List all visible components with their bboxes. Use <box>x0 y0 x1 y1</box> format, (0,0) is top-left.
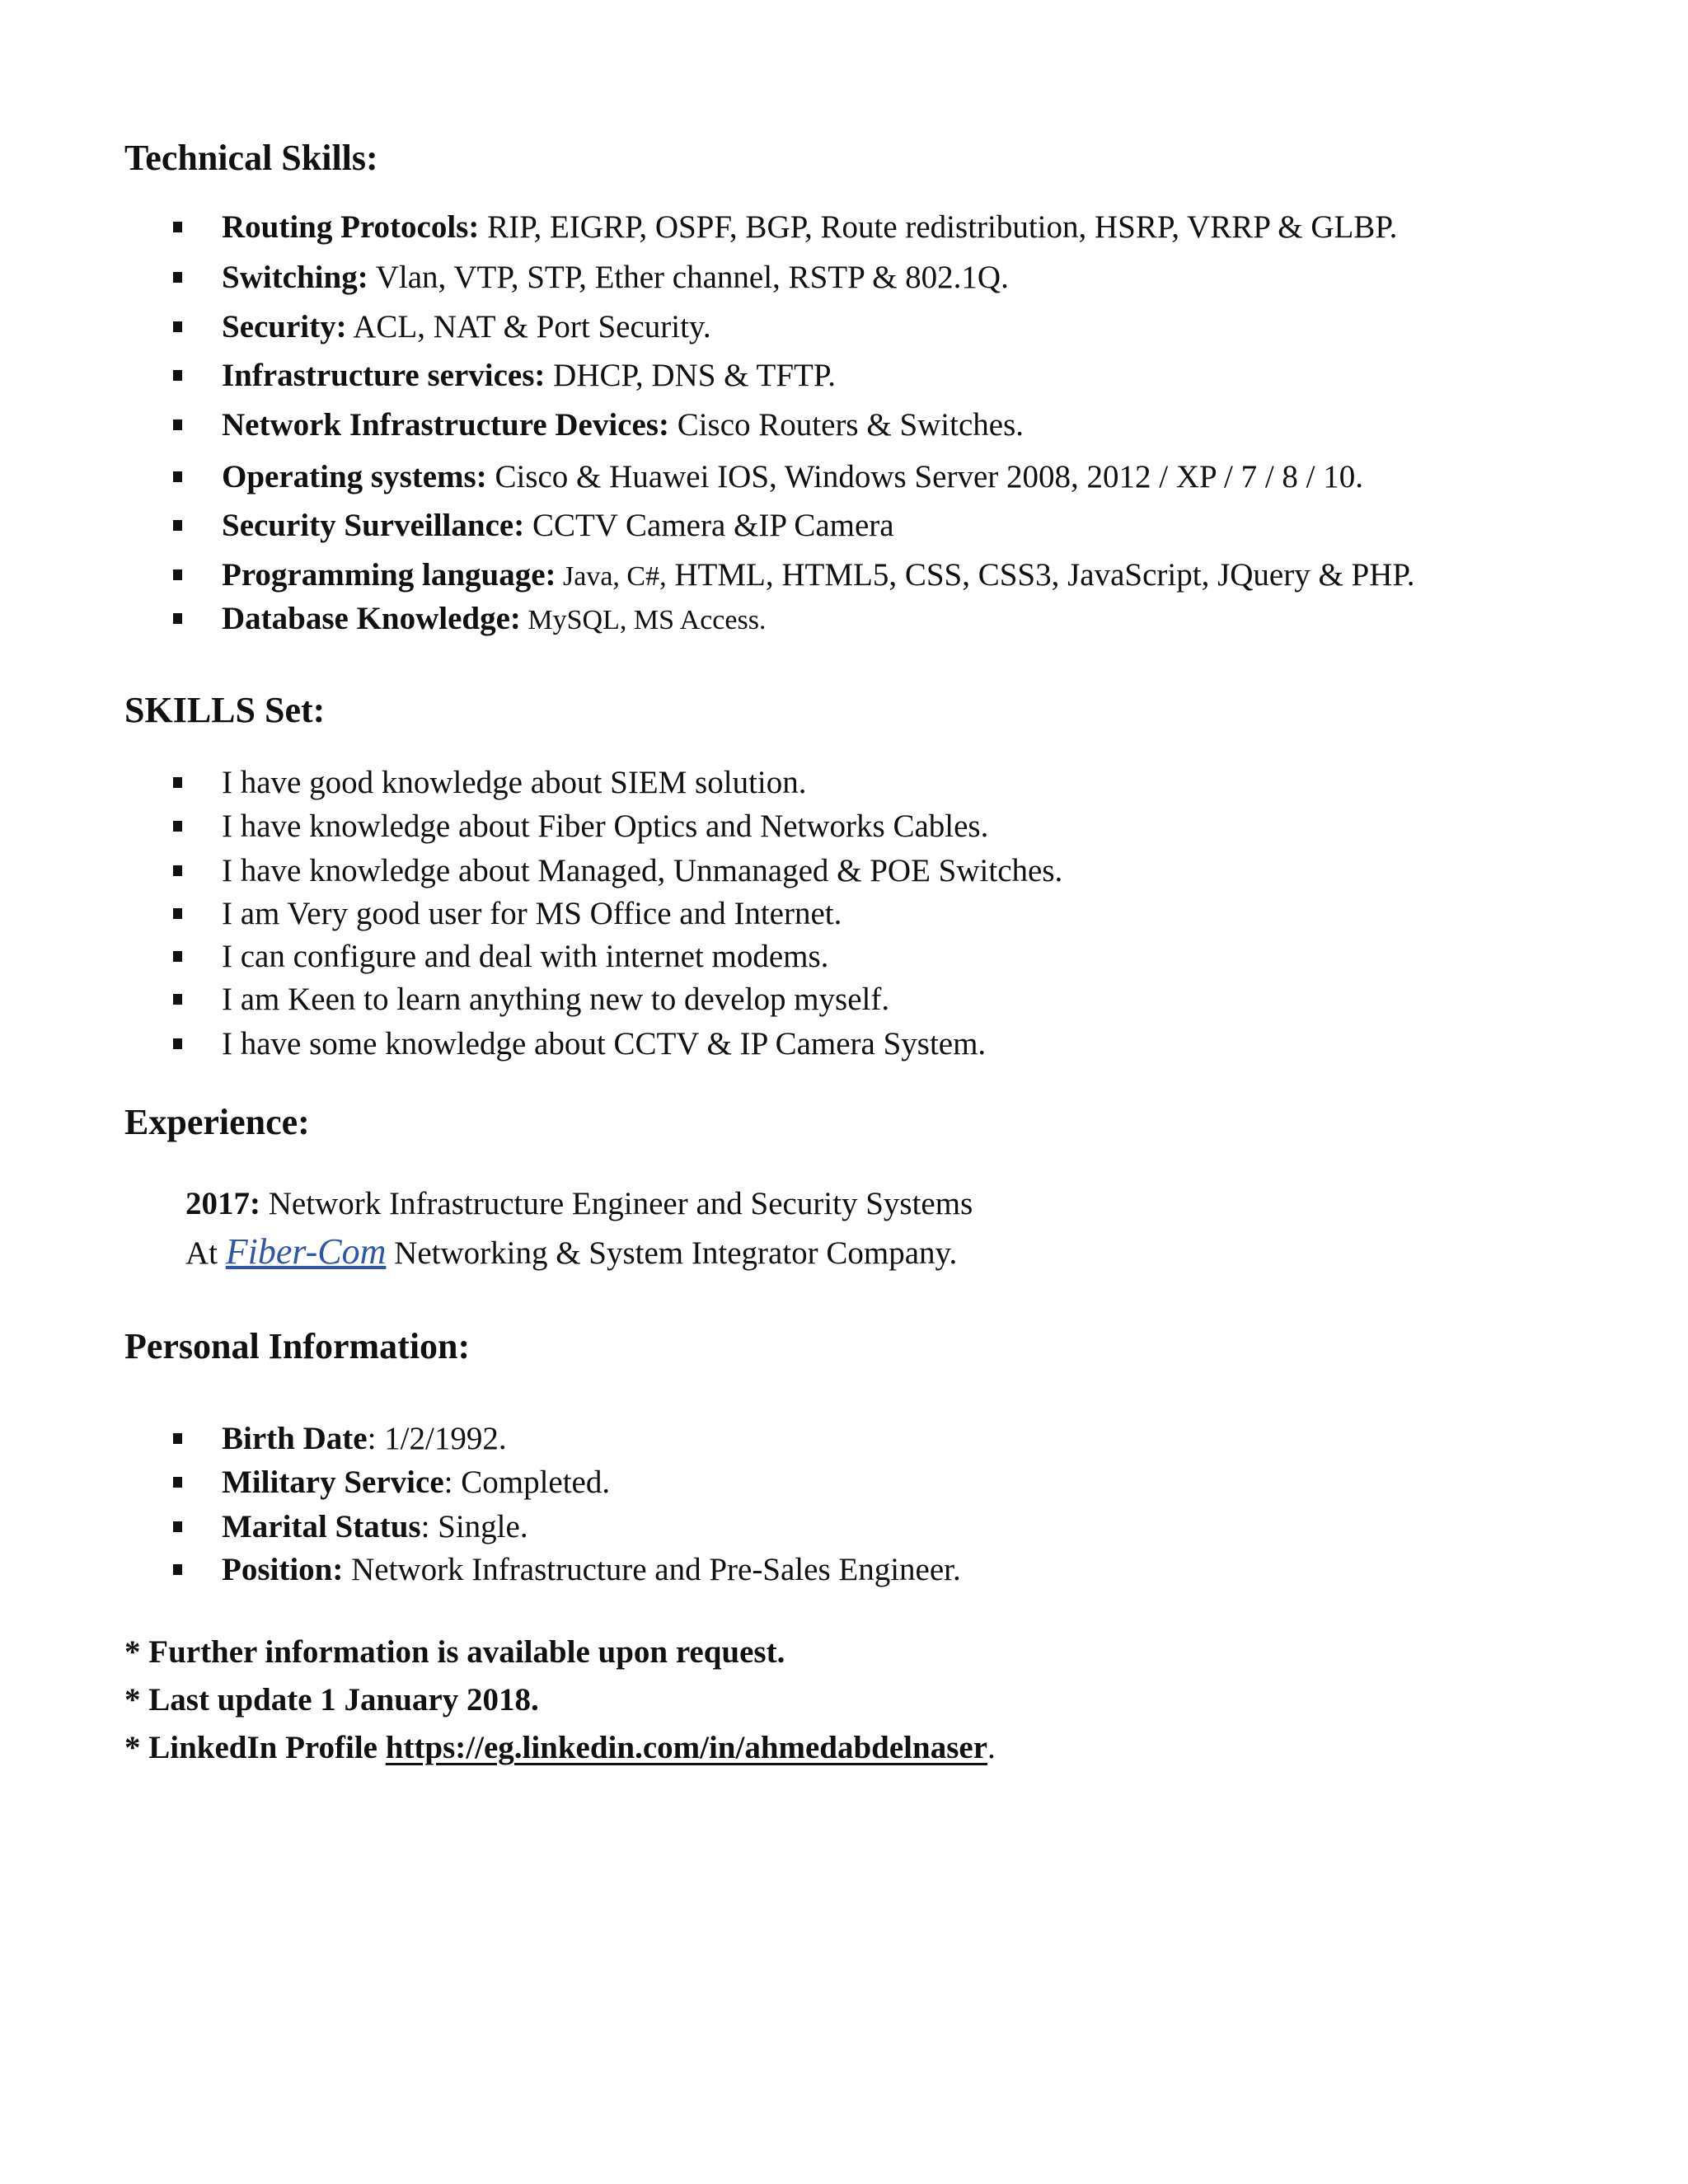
skill-value: Cisco Routers & Switches. <box>668 407 1025 443</box>
skill-label: Operating systems: <box>222 459 487 494</box>
bullet-icon <box>173 777 182 788</box>
skill-value: DHCP, DNS & TFTP. <box>545 358 836 393</box>
skill-value: ACL, NAT & Port Security. <box>346 309 711 344</box>
bullet-icon <box>173 865 182 876</box>
bullet-icon <box>173 272 182 283</box>
experience-company-suffix: Networking & System Integrator Company. <box>386 1235 958 1271</box>
bullet-icon <box>173 520 182 531</box>
info-label: Military Service <box>222 1465 444 1500</box>
bullet-icon <box>173 821 182 832</box>
skill-label: Security Surveillance: <box>222 508 525 543</box>
company-link[interactable]: Fiber-Com <box>225 1231 387 1272</box>
skill-value: Cisco & Huawei IOS, Windows Server 2008, 2012 / XP / 7 / 8 / 10. <box>486 459 1364 494</box>
personal-information-heading: Personal Information: <box>124 1326 471 1366</box>
info-label: Position: <box>222 1552 344 1587</box>
info-value: : Single. <box>420 1509 528 1544</box>
info-value: : Completed. <box>443 1465 611 1500</box>
skill-value-small: Java, C#, <box>556 561 667 592</box>
bullet-icon <box>173 908 182 919</box>
experience-entry <box>185 1184 973 1224</box>
info-value: Network Infrastructure and Pre-Sales Engineer. <box>343 1552 961 1587</box>
experience-company-line <box>185 1232 957 1273</box>
info-value: : 1/2/1992. <box>367 1421 507 1456</box>
skill-label: Database Knowledge: <box>222 601 521 636</box>
skill-label: Infrastructure services: <box>222 358 546 393</box>
skill-label: Security: <box>222 309 347 344</box>
experience-heading: Experience: <box>124 1102 310 1142</box>
bullet-icon <box>173 1521 182 1532</box>
skill-set-text: I am Very good user for MS Office and Internet. <box>222 896 842 931</box>
bullet-icon <box>173 1477 182 1488</box>
info-label: Birth Date <box>222 1421 368 1456</box>
bullet-icon <box>173 419 182 430</box>
skill-set-text: I can configure and deal with internet modems. <box>222 939 829 974</box>
bullet-icon <box>173 994 182 1005</box>
bullet-icon <box>173 613 182 624</box>
skill-label: Routing Protocols: <box>222 209 480 245</box>
bullet-icon <box>173 370 182 381</box>
experience-year: 2017: <box>185 1186 260 1221</box>
last-update-note: * Last update 1 January 2018. <box>124 1682 539 1718</box>
skill-value-small: MySQL, MS Access. <box>520 605 767 635</box>
skill-value: RIP, EIGRP, OSPF, BGP, Route redistribution, HSRP, VRRP & GLBP. <box>479 209 1398 245</box>
bullet-icon <box>173 569 182 580</box>
linkedin-note <box>124 1728 996 1768</box>
skill-set-text: I have some knowledge about CCTV & IP Camera System. <box>222 1026 987 1062</box>
experience-at: At <box>185 1235 226 1271</box>
skill-label: Switching: <box>222 260 368 295</box>
experience-role: Network Infrastructure Engineer and Security Systems <box>260 1186 973 1221</box>
bullet-icon <box>173 951 182 962</box>
skill-label: Programming language: <box>222 557 556 593</box>
skill-label: Network Infrastructure Devices: <box>222 407 669 443</box>
skill-value: Vlan, VTP, STP, Ether channel, RSTP & 802.1Q. <box>368 260 1009 295</box>
skill-set-text: I have knowledge about Managed, Unmanaged & POE Switches. <box>222 853 1063 888</box>
bullet-icon <box>173 471 182 482</box>
technical-skills-heading: Technical Skills: <box>124 138 378 178</box>
skill-set-text: I have knowledge about Fiber Optics and Networks Cables. <box>222 808 989 844</box>
bullet-icon <box>173 1433 182 1444</box>
linkedin-link[interactable]: https://eg.linkedin.com/in/ahmedabdelnaser <box>385 1730 988 1765</box>
skills-set-heading: SKILLS Set: <box>124 690 326 730</box>
further-info-note: * Further information is available upon request. <box>124 1634 785 1670</box>
bullet-icon <box>173 1564 182 1575</box>
bullet-icon <box>173 222 182 232</box>
skill-set-text: I am Keen to learn anything new to develop myself. <box>222 982 890 1017</box>
linkedin-period: . <box>987 1730 996 1765</box>
skill-value: HTML, HTML5, CSS, CSS3, JavaScript, JQuery & PHP. <box>666 557 1415 593</box>
bullet-icon <box>173 1038 182 1049</box>
skill-set-text: I have good knowledge about SIEM solution. <box>222 765 807 800</box>
bullet-icon <box>173 321 182 332</box>
skill-value: CCTV Camera &IP Camera <box>524 508 894 543</box>
info-label: Marital Status <box>222 1509 421 1544</box>
linkedin-label: * LinkedIn Profile <box>124 1730 386 1765</box>
